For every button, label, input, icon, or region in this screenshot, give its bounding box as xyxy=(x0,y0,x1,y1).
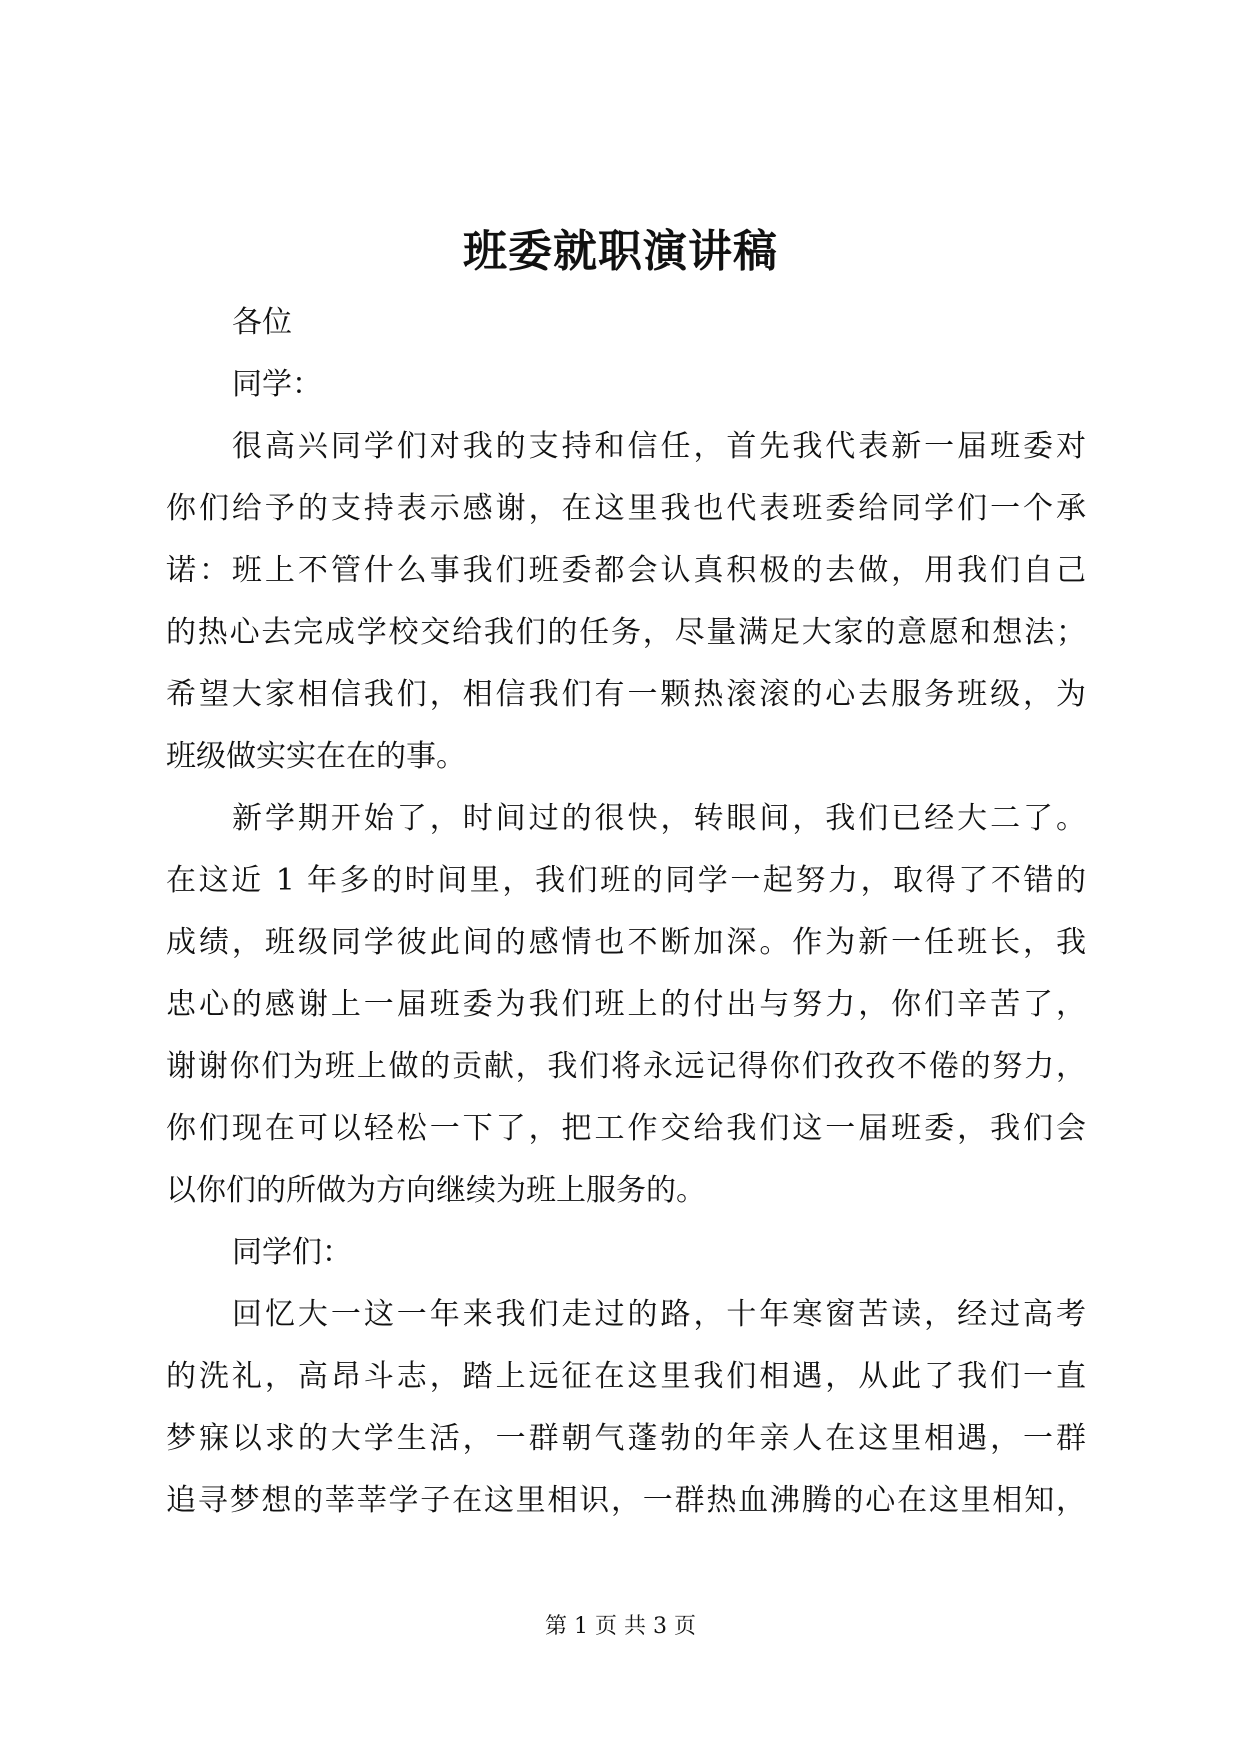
body-line: 在这近 1 年多的时间里，我们班的同学一起努力，取得了不错的 xyxy=(166,863,1086,898)
body-line: 追寻梦想的莘莘学子在这里相识，一群热血沸腾的心在这里相知， xyxy=(166,1483,1086,1518)
page-footer: 第 1 页 共 3 页 xyxy=(545,1614,696,1639)
body-line: 忠心的感谢上一届班委为我们班上的付出与努力，你们辛苦了， xyxy=(166,987,1086,1022)
body-line: 梦寐以求的大学生活，一群朝气蓬勃的年亲人在这里相遇，一群 xyxy=(166,1421,1086,1456)
body-line: 成绩，班级同学彼此间的感情也不断加深。作为新一任班长，我 xyxy=(166,925,1086,960)
document-title: 班委就职演讲稿 xyxy=(463,226,778,277)
body-line: 你们现在可以轻松一下了，把工作交给我们这一届班委，我们会 xyxy=(166,1111,1086,1146)
body-line: 回忆大一这一年来我们走过的路，十年寒窗苦读，经过高考 xyxy=(232,1297,1086,1332)
body-line: 同学： xyxy=(232,367,322,402)
body-line: 很高兴同学们对我的支持和信任，首先我代表新一届班委对 xyxy=(232,429,1086,464)
body-line: 你们给予的支持表示感谢，在这里我也代表班委给同学们一个承 xyxy=(166,491,1086,526)
body-line: 谢谢你们为班上做的贡献，我们将永远记得你们孜孜不倦的努力， xyxy=(166,1049,1086,1084)
body-line: 的洗礼，高昂斗志，踏上远征在这里我们相遇，从此了我们一直 xyxy=(166,1359,1086,1394)
body-line: 班级做实实在在的事。 xyxy=(166,739,466,774)
body-line: 新学期开始了，时间过的很快，转眼间，我们已经大二了。 xyxy=(232,801,1086,836)
body-line: 诺：班上不管什么事我们班委都会认真积极的去做，用我们自己 xyxy=(166,553,1086,588)
body-line: 同学们： xyxy=(232,1235,352,1270)
body-line: 以你们的所做为方向继续为班上服务的。 xyxy=(166,1173,706,1208)
body-line: 希望大家相信我们，相信我们有一颗热滚滚的心去服务班级，为 xyxy=(166,677,1086,712)
body-line: 各位 xyxy=(232,305,292,340)
document-body xyxy=(166,292,1086,1532)
body-line: 的热心去完成学校交给我们的任务，尽量满足大家的意愿和想法； xyxy=(166,615,1086,650)
